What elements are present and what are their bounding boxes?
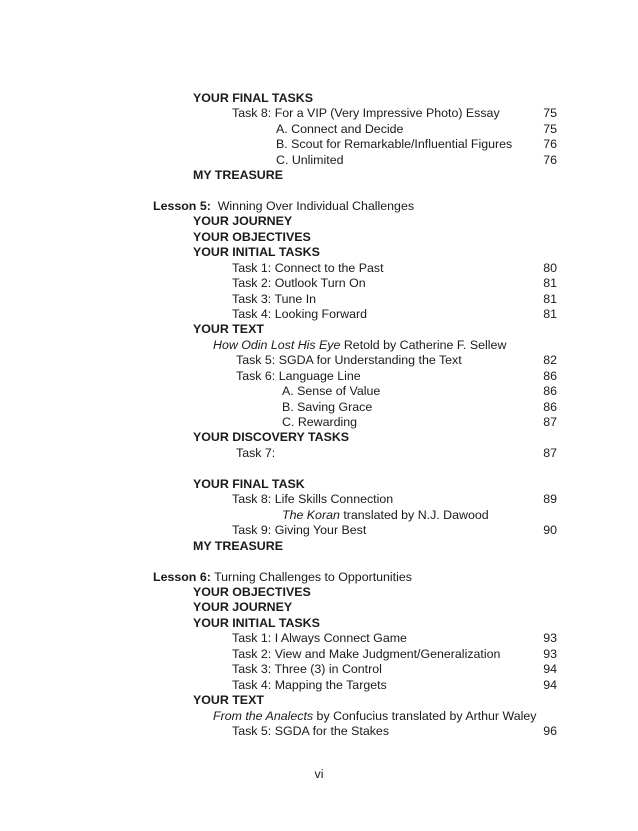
toc-page-number: 81 [543, 276, 557, 290]
toc-page-number: 93 [543, 631, 557, 645]
toc-entry-task3[interactable]: Task 3: Three (3) in Control [232, 662, 382, 676]
toc-heading-discovery-tasks: YOUR DISCOVERY TASKS [193, 430, 350, 444]
toc-entry-rewarding[interactable]: C. Rewarding [282, 415, 358, 429]
toc-heading-your-journey: YOUR JOURNEY [193, 214, 293, 228]
toc-lesson-5[interactable] [153, 199, 414, 214]
toc-page-number: 87 [543, 446, 557, 460]
toc-entry-saving-grace[interactable]: B. Saving Grace [282, 400, 373, 414]
toc-heading-initial-tasks: YOUR INITIAL TASKS [193, 616, 320, 630]
toc-page-number: 76 [543, 137, 557, 151]
toc-entry-koran[interactable] [282, 508, 489, 523]
toc-entry-task2[interactable]: Task 2: Outlook Turn On [232, 276, 366, 290]
toc-entry-sense-value[interactable]: A. Sense of Value [282, 384, 381, 398]
lesson-label: Lesson 6: [153, 570, 211, 584]
toc-heading-your-objectives: YOUR OBJECTIVES [193, 230, 311, 244]
toc-page-number: 86 [543, 400, 557, 414]
toc-page-number: 80 [543, 261, 557, 275]
toc-page-number: 82 [543, 353, 557, 367]
toc-entry-task7[interactable]: Task 7: [236, 446, 276, 460]
toc-heading-my-treasure: MY TREASURE [193, 168, 283, 182]
toc-entry-task8-vip[interactable]: Task 8: For a VIP (Very Impressive Photo) Essay [232, 106, 500, 120]
toc-entry-task4[interactable]: Task 4: Looking Forward [232, 307, 367, 321]
toc-entry-scout-figures[interactable]: B. Scout for Remarkable/Influential Figures [276, 137, 513, 151]
toc-entry-connect-decide[interactable]: A. Connect and Decide [276, 122, 404, 136]
toc-entry-task9[interactable]: Task 9: Giving Your Best [232, 523, 367, 537]
text-credit: translated by N.J. Dawood [343, 508, 489, 522]
toc-heading-final-tasks: YOUR FINAL TASKS [193, 91, 314, 105]
toc-page-number: 75 [543, 122, 557, 136]
toc-page-number: 87 [543, 415, 557, 429]
page-number: vi [314, 767, 324, 781]
text-credit: by Confucius translated by Arthur Waley [316, 709, 537, 723]
toc-page-number: 93 [543, 647, 557, 661]
text-title: From the Analects [213, 709, 314, 723]
toc-entry-task5[interactable]: Task 5: SGDA for the Stakes [232, 724, 390, 738]
toc-page-number: 94 [543, 662, 557, 676]
toc-entry-task2[interactable]: Task 2: View and Make Judgment/Generalization [232, 647, 501, 661]
toc-page-number: 90 [543, 523, 557, 537]
toc-heading-your-objectives: YOUR OBJECTIVES [193, 585, 311, 599]
toc-page-number: 76 [543, 153, 557, 167]
text-credit: Retold by Catherine F. Sellew [343, 338, 507, 352]
toc-entry-task6[interactable]: Task 6: Language Line [236, 369, 361, 383]
toc-entry-task4[interactable]: Task 4: Mapping the Targets [232, 678, 387, 692]
toc-entry-task5[interactable]: Task 5: SGDA for Understanding the Text [236, 353, 462, 367]
toc-entry-task3[interactable]: Task 3: Tune In [232, 292, 317, 306]
toc-heading-initial-tasks: YOUR INITIAL TASKS [193, 245, 320, 259]
toc-entry-odin-text[interactable] [213, 338, 506, 353]
toc-heading-my-treasure: MY TREASURE [193, 539, 283, 553]
toc-heading-final-task: YOUR FINAL TASK [193, 477, 305, 491]
lesson-title: Winning Over Individual Challenges [217, 199, 415, 213]
toc-entry-task8-life-skills[interactable]: Task 8: Life Skills Connection [232, 492, 394, 506]
toc-page-number: 86 [543, 369, 557, 383]
toc-entry-unlimited[interactable]: C. Unlimited [276, 153, 344, 167]
lesson-title: Turning Challenges to Opportunities [214, 570, 412, 584]
text-title: How Odin Lost His Eye [213, 338, 341, 352]
toc-lesson-6[interactable] [153, 570, 412, 585]
toc-heading-your-journey: YOUR JOURNEY [193, 600, 293, 614]
toc-page-number: 81 [543, 307, 557, 321]
toc-page-number: 81 [543, 292, 557, 306]
toc-page-number: 75 [543, 106, 557, 120]
lesson-label: Lesson 5: [153, 199, 211, 213]
toc-page-number: 94 [543, 678, 557, 692]
toc-heading-your-text: YOUR TEXT [193, 322, 264, 336]
toc-page-number: 96 [543, 724, 557, 738]
toc-entry-task1[interactable]: Task 1: Connect to the Past [232, 261, 384, 275]
toc-page-number: 89 [543, 492, 557, 506]
toc-page-number: 86 [543, 384, 557, 398]
text-title: The Koran [282, 508, 340, 522]
toc-heading-your-text: YOUR TEXT [193, 693, 264, 707]
toc-entry-analects-text[interactable] [213, 709, 536, 724]
toc-entry-task1[interactable]: Task 1: I Always Connect Game [232, 631, 407, 645]
